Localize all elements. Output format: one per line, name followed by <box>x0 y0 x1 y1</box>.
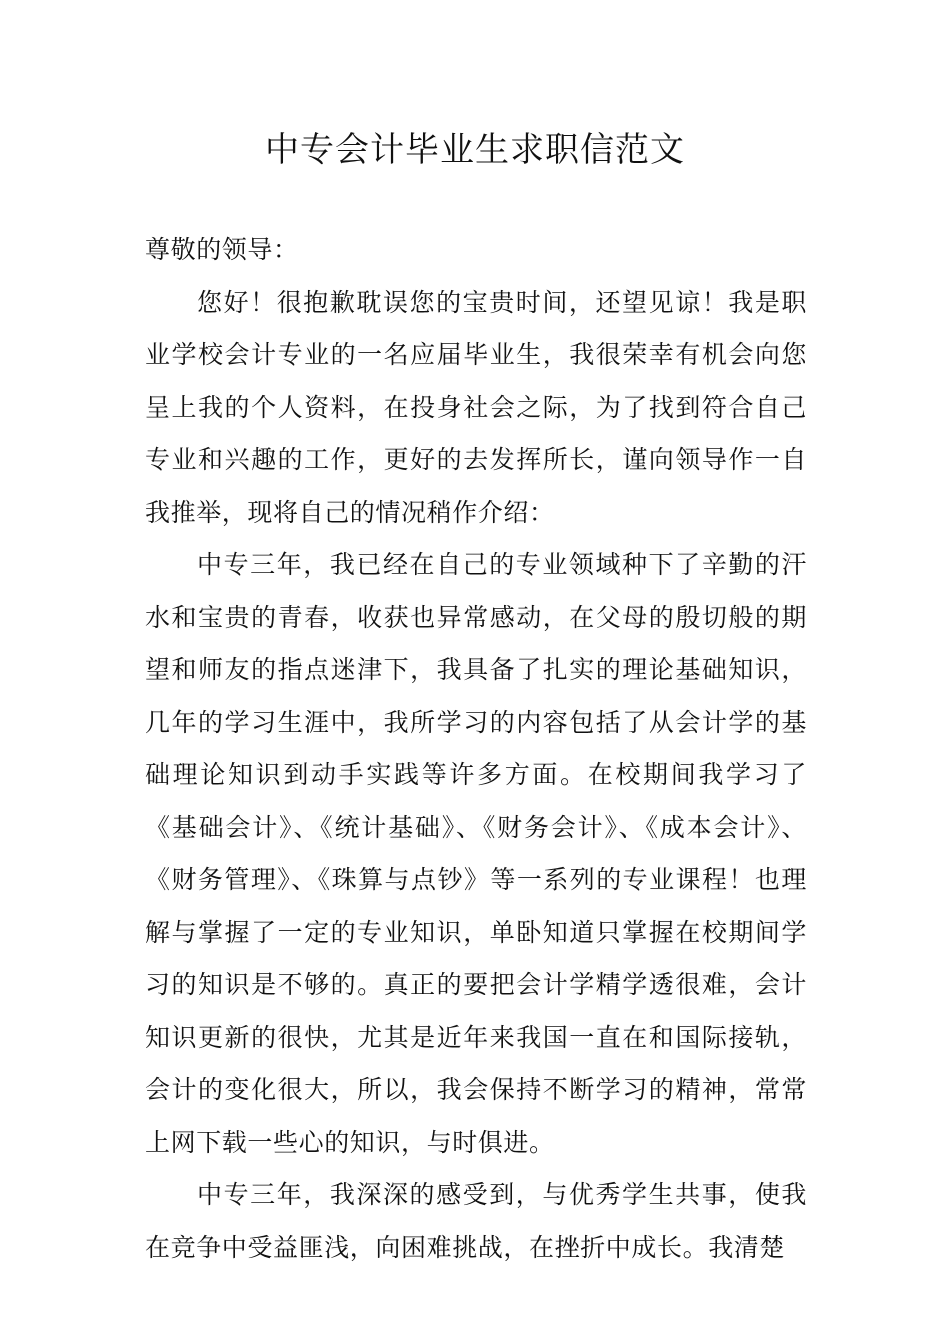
paragraph-greeting: 您好！很抱歉耽误您的宝贵时间，还望见谅！我是职业学校会计专业的一名应届毕业生，我很荣幸有机会向您呈上我的个人资料，在投身社会之际，为了找到符合自己专业和兴趣的工作，更好的去发挥所长，谨向领导作一自我推举，现将自己的情况稍作介绍： <box>145 287 807 527</box>
letter-body <box>145 224 807 1274</box>
paragraph-study: 中专三年，我已经在自己的专业领域种下了辛勤的汗水和宝贵的青春，收获也异常感动，在父母的殷切般的期望和师友的指点迷津下，我具备了扎实的理论基础知识，几年的学习生涯中，我所学习的内容包括了从会计学的基础理论知识到动手实践等许多方面。在校期间我学习了《基础会计》、《统计基础》、《财务会计》、《成本会计》、《财务管理》、《珠算与点钞》等一系列的专业课程！也理解与掌握了一定的专业知识，单卧知道只掌握在校期间学习的知识是不够的。真正的要把会计学精学透很难，会计知识更新的很快，尤其是近年来我国一直在和国际接轨，会计的变化很大，所以，我会保持不断学习的精神，常常上网下载一些心的知识，与时俱进。 <box>145 550 807 1157</box>
salutation: 尊敬的领导： <box>145 235 299 264</box>
paragraph-experience: 中专三年，我深深的感受到，与优秀学生共事，使我在竞争中受益匪浅，向困难挑战，在挫折中成长。我清楚 <box>145 1180 807 1262</box>
document-title: 中专会计毕业生求职信范文 <box>265 130 685 170</box>
